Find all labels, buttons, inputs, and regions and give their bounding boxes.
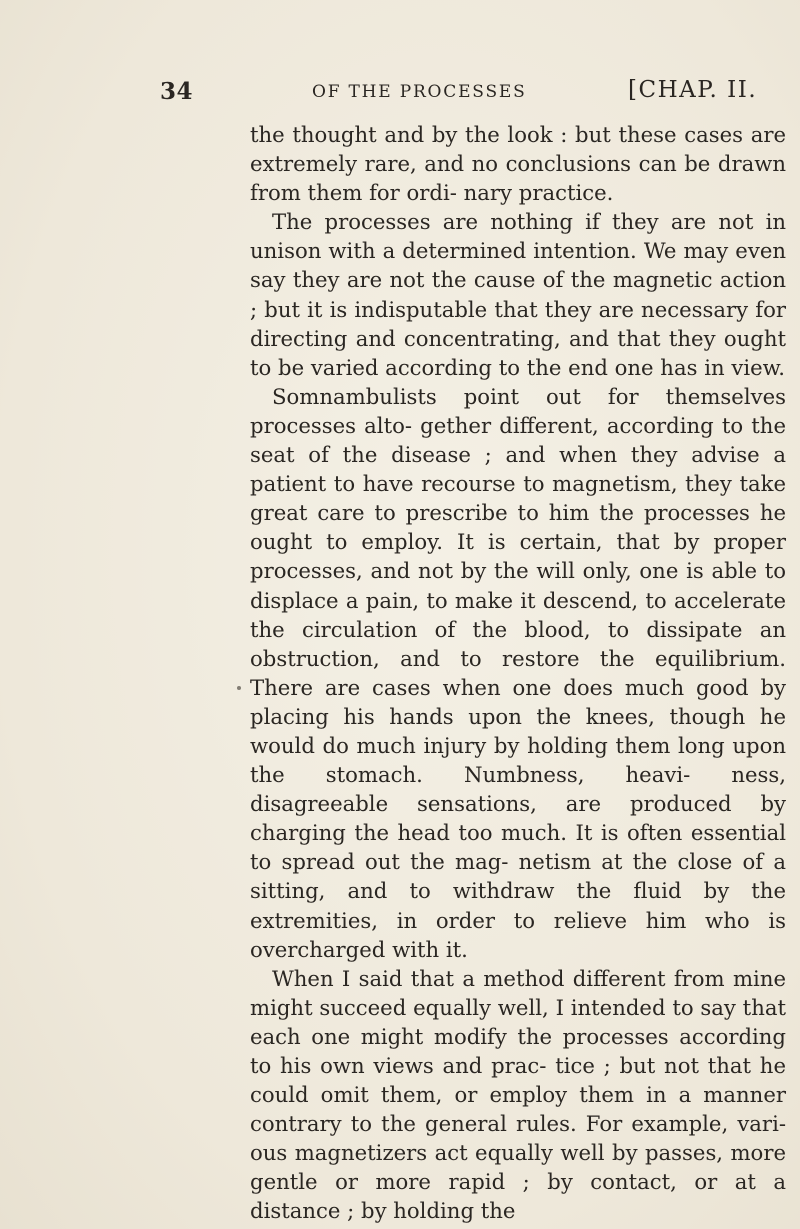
margin-ink-mark — [237, 686, 241, 690]
body-text — [250, 120, 786, 1226]
running-title: OF THE PROCESSES — [312, 82, 527, 102]
page-number: 34 — [160, 78, 194, 105]
running-head — [160, 76, 792, 110]
paragraph: The processes are nothing if they are not in unison with a determined intention. We may even say they are not the cause of the magnetic action ; but it is indisputable that they are necessary for directing and concentrating, and that they ought to be varied according to the end one has in view. — [250, 209, 786, 380]
paragraph: When I said that a method different from mine might succeed equally well, I intended to say that each one might modify the processes according to his own views and prac- tice ; but not that he could omit them, or employ them in a manner contrary to the general rules. For example, vari- ous magnetizers act equally well by passes, more gentle or more rapid ; by contact, or at a distance ; by holding the — [250, 965, 786, 1224]
paragraph: Somnambulists point out for themselves processes alto- gether different, according to the seat of the disease ; and when they advise a patient to have recourse to magnetism, they take great care to prescribe to him the processes he ought to employ. It is certain, that by proper processes, and not by the will only, one is able to displace a pain, to make it descend, to accelerate the circulation of the blood, to dissipate an obstruction, and to restore the equilibrium. There are cases when one does much good by placing his hands upon the knees, though he would do much injury by holding them long upon the stomach. Numbness, heavi- ness, disagreeable sensations, are produced by charging the head too much. It is often essential to spread out the mag- netism at the close of a sitting, and to withdraw the fluid by the extremities, in order to relieve him who is overcharged with it. — [250, 383, 786, 962]
chapter-reference: [CHAP. II. — [628, 77, 758, 103]
paragraph-continued: the thought and by the look : but these cases are extremely rare, and no conclusions can be drawn from them for ordi- nary practice. — [250, 122, 786, 206]
